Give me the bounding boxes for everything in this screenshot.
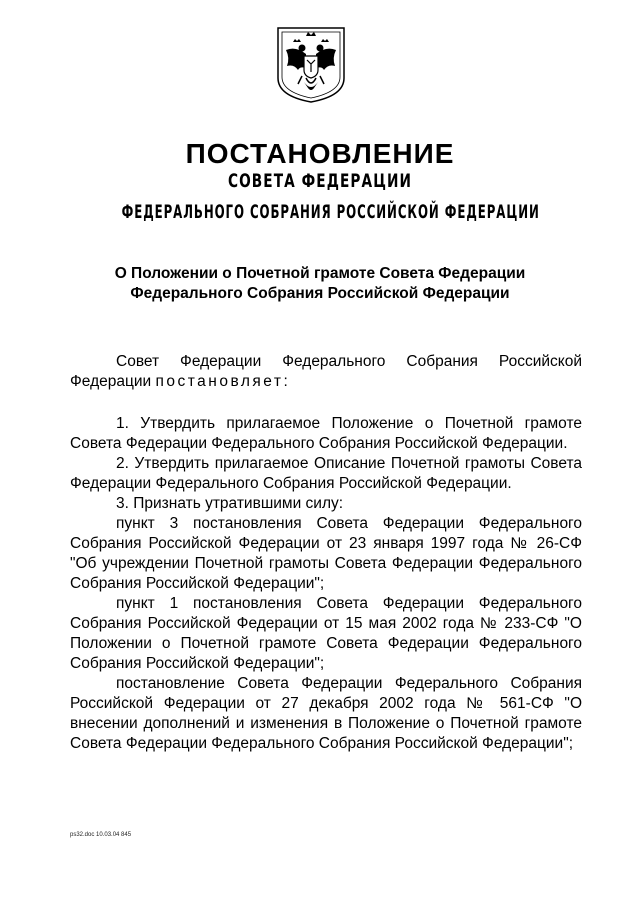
resolution-items	[70, 414, 582, 754]
issuer-line-1: СОВЕТА ФЕДЕРАЦИИ	[227, 170, 413, 192]
list-item: 1. Утвердить прилагаемое Положение о Почетной грамоте Совета Федерации Федерального Собрания Российской Федерации.	[70, 415, 582, 452]
intro-text: Совет Федерации Федерального Собрания Российской Федерации	[70, 353, 582, 390]
list-item: пункт 3 постановления Совета Федерации Федерального Собрания Российской Федерации от 23 января 1997 года № 26-СФ "Об учреждении Почетной грамоты Совета Федерации Федерального Собрания Российской Федерации";	[70, 515, 582, 592]
intro-emphasis: постановляет:	[155, 373, 291, 390]
subject-line-2: Федерального Собрания Российской Федерации	[130, 285, 510, 302]
list-item: постановление Совета Федерации Федерального Собрания Российской Федерации от 27 декабря 2002 года № 561-СФ "О внесении дополнений и изменения в Положение о Почетной грамоте Совета Федерации Федерального Собрания Российской Федерации";	[70, 675, 582, 752]
issuer-line-2: ФЕДЕРАЛЬНОГО СОБРАНИЯ РОССИЙСКОЙ ФЕДЕРАЦИИ	[121, 201, 540, 223]
intro-paragraph	[70, 352, 582, 392]
list-item: 3. Признать утратившими силу:	[116, 495, 344, 512]
document-title: ПОСТАНОВЛЕНИЕ	[185, 138, 455, 169]
list-item: 2. Утвердить прилагаемое Описание Почетной грамоты Совета Федерации Федерального Собрания Российской Федерации.	[70, 455, 582, 492]
file-footer: ps32.doc 10.03.04 845	[70, 832, 132, 838]
subject-line-1: О Положении о Почетной грамоте Совета Федерации	[114, 265, 526, 282]
coat-of-arms-icon	[276, 26, 346, 104]
list-item: пункт 1 постановления Совета Федерации Федерального Собрания Российской Федерации от 15 мая 2002 года № 233-СФ "О Положении о Почетной грамоте Совета Федерации Федерального Собрания Российской Федерации";	[70, 595, 582, 672]
